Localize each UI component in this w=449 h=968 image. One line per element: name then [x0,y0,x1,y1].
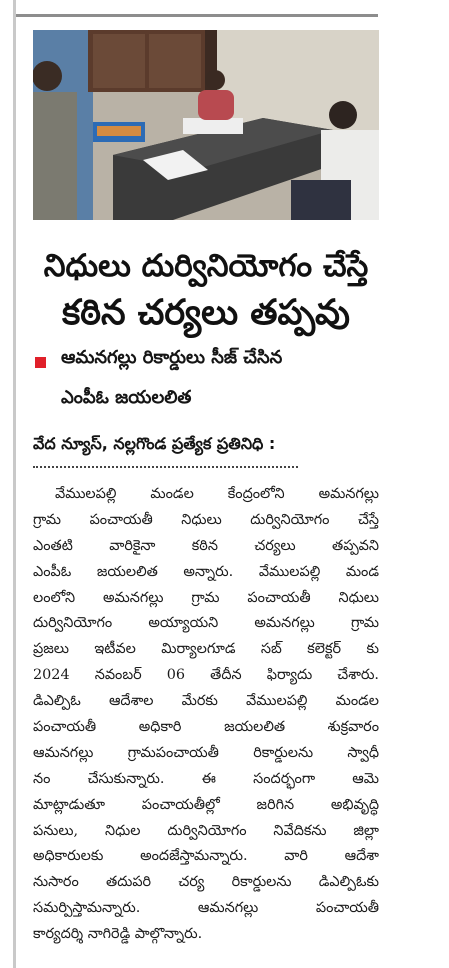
byline-divider [33,466,298,468]
body-line: పనులు, నిధుల దుర్వినియోగం నివేదికను జిల్లా [33,822,379,839]
body-line: సమర్పిస్తామన్నారు. ఆమనగల్లు పంచాయతీ [33,900,379,917]
article-body [33,482,379,948]
body-line: కార్యదర్శి నాగిరెడ్డి పాల్గొన్నారు. [33,926,203,943]
column-top-rule [16,14,378,17]
body-line: నుసారం తదుపరి చర్య రికార్డులను డిఎల్పిఓకు [33,874,379,891]
body-line: దుర్వినియోగం అయ్యాయని అమనగల్లు గ్రామ [33,615,379,632]
body-line: ప్రజలు ఇటీవల మిర్యాలగూడ సబ్ కలెక్టర్ కు [33,641,379,658]
body-line: లంలోని అమనగల్లు గ్రామ పంచాయతీ నిధులు [33,589,379,606]
body-line: నం చేసుకున్నారు. ఈ సందర్భంగా ఆమె [33,770,379,787]
headline-line-1: నిధులు దుర్వినియోగం చేస్తే [43,248,369,284]
subheadline-line-2: ఎంపీఓ జయలలిత [61,387,192,408]
red-square-bullet-icon [35,357,46,368]
column-left-rule [13,0,16,968]
byline: వేద న్యూస్, నల్లగొండ ప్రత్యేక ప్రతినిధి : [33,434,276,453]
body-line: మాట్లాడుతూ పంచాయతీల్లో జరిగిన అభివృద్ధి [33,796,379,813]
body-line: వేములపల్లి మండల కేంద్రంలోని అమనగల్లు [55,486,379,502]
headline-line-2: కఠిన చర్యలు తప్పవు [62,293,350,333]
body-line: అధికారులకు అందజేస్తామన్నారు. వారి ఆదేశా [33,848,379,865]
body-line: ఎంపీఓ జయలలిత అన్నారు. వేములపల్లి మండ [33,563,379,580]
body-line: 2024 నవంబర్ 06 తేదీన ఫిర్యాదు చేశారు. [33,667,379,684]
body-line: డిఎల్పిఓ ఆదేశాల మేరకు వేములపల్లి మండల [33,693,379,710]
news-photo [33,30,379,220]
subheadline-line-1: ఆమనగల్లు రికార్డులు సీజ్ చేసిన [61,347,283,368]
body-line: ఆమనగల్లు గ్రామపంచాయతీ రికార్డులను స్వాధీ [33,744,379,761]
body-line: గ్రామ పంచాయతీ నిధులు దుర్వినియోగం చేస్తే [33,511,379,528]
body-line: పంచాయతీ అధికారి జయలలిత శుక్రవారం [33,719,379,736]
body-line: ఎంతటి వారికైనా కఠిన చర్యలు తప్పవని [33,537,379,554]
